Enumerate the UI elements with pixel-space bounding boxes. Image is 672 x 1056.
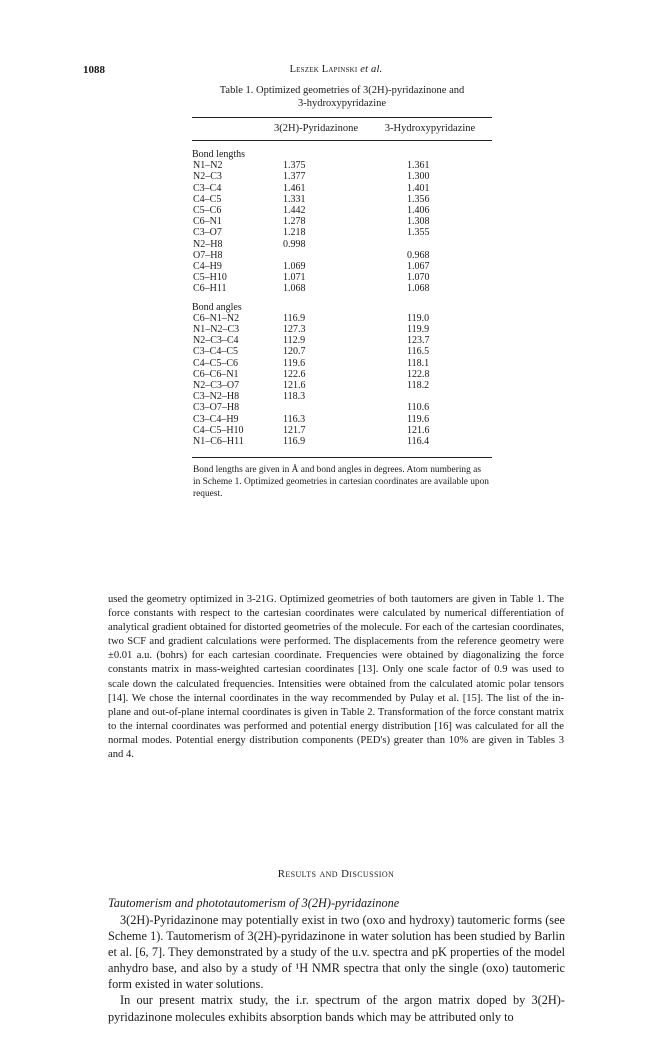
row-value: 1.461 [283, 182, 306, 194]
row-value: 1.071 [283, 272, 306, 284]
table-header-row [192, 118, 492, 140]
table-row [192, 283, 492, 294]
row-value [283, 250, 359, 261]
bond-lengths-rows [192, 160, 492, 294]
table-row [192, 324, 492, 335]
row-value: 123.7 [407, 335, 430, 347]
table-section-bond-angles: Bond angles [192, 301, 242, 313]
table-section-bond-lengths: Bond lengths [192, 149, 246, 160]
table-footnote: Bond lengths are given in Å and bond angles in degrees. Atom numbering as in Scheme 1. Optimized geometries in cartesian coordinates are available upon request. [193, 465, 489, 500]
table-row [192, 227, 492, 238]
row-label: C5–C6 [193, 205, 222, 217]
table-caption-line2: 3-hydroxypyridazine [297, 98, 387, 109]
table-header-hydroxypyridazine: 3-Hydroxypyridazine [384, 123, 476, 134]
row-label: C3–C4–H9 [193, 413, 239, 425]
subheading: Tautomerism and phototautomerism of 3(2H)-pyridazinone [108, 896, 400, 910]
table-row [192, 250, 492, 261]
row-label: C3–O7–H8 [193, 402, 240, 414]
row-value: 118.1 [407, 357, 430, 369]
row-value [359, 391, 492, 402]
row-value: 1.067 [407, 261, 430, 273]
row-value: 1.300 [407, 171, 430, 183]
running-head-author: Leszek Lapinski [289, 64, 358, 75]
table-row [192, 313, 492, 324]
table-row [192, 160, 492, 171]
row-value: 127.3 [283, 324, 306, 336]
table-1 [192, 84, 492, 500]
row-value: 1.375 [283, 160, 306, 172]
table-row [192, 414, 492, 425]
row-value: 121.7 [283, 424, 306, 436]
row-label: C5–H10 [193, 272, 227, 284]
row-value: 122.6 [283, 368, 306, 380]
table-row [192, 194, 492, 205]
table-row [192, 425, 492, 436]
row-value: 120.7 [283, 346, 306, 358]
row-value: 0.968 [407, 249, 430, 261]
row-value: 119.9 [407, 324, 430, 336]
table-row [192, 335, 492, 346]
table-row [192, 205, 492, 216]
row-value: 116.3 [283, 413, 306, 425]
table-caption-line1: Table 1. Optimized geometries of 3(2H)-pyridazinone and [219, 85, 465, 96]
row-value: 121.6 [407, 424, 430, 436]
row-label: C4–H9 [193, 261, 222, 273]
row-value: 121.6 [283, 380, 306, 392]
table-row [192, 239, 492, 250]
row-label: C3–C4–C5 [193, 346, 239, 358]
table-row [192, 346, 492, 357]
row-value: 1.308 [407, 216, 430, 228]
results-paragraph-1: 3(2H)-Pyridazinone may potentially exist in two (oxo and hydroxy) tautomeric forms (see Scheme 1). Tautomerism of 3(2H)-pyridazinone in water solution has been studied by Barlin et al. [6, 7]. They demonstrated by a study of the u.v. spectra and pK properties of the model anhydro base, and also by a study of ¹H NMR spectra that only the single (oxo) tautomeric form existed in water solutions. [108, 913, 565, 992]
row-value: 1.070 [407, 272, 430, 284]
row-label: C4–C5–C6 [193, 357, 239, 369]
row-value: 110.6 [407, 402, 430, 414]
row-value: 1.442 [283, 205, 306, 217]
row-label: C3–C4 [193, 182, 222, 194]
row-value: 1.355 [407, 227, 430, 239]
results-paragraph-2: In our present matrix study, the i.r. spectrum of the argon matrix doped by 3(2H)-pyridazinone molecules exhibits absorption bands which may be attributed only to [108, 993, 565, 1024]
bond-angles-rows [192, 313, 492, 447]
table-row [192, 380, 492, 391]
row-label: C4–C5 [193, 193, 222, 205]
row-label: O7–H8 [193, 249, 223, 261]
row-value [359, 239, 492, 250]
row-value: 119.6 [407, 413, 430, 425]
table-row [192, 358, 492, 369]
row-value: 116.9 [283, 312, 306, 324]
table-caption [192, 84, 492, 110]
row-value: 112.9 [283, 335, 306, 347]
row-label: N2–H8 [193, 238, 223, 250]
row-value: 116.5 [407, 346, 430, 358]
row-value: 1.278 [283, 216, 306, 228]
table-row [192, 402, 492, 413]
table-body [192, 141, 492, 457]
section-heading: Results and Discussion [277, 868, 395, 880]
row-value: 116.4 [407, 436, 430, 448]
row-value: 1.069 [283, 261, 306, 273]
row-value: 1.406 [407, 205, 430, 217]
row-value: 1.401 [407, 182, 430, 194]
row-value: 1.377 [283, 171, 306, 183]
row-value: 1.331 [283, 193, 306, 205]
row-label: C3–O7 [193, 227, 222, 239]
row-label: C6–H11 [193, 283, 227, 295]
running-head [0, 64, 672, 75]
row-value: 1.356 [407, 193, 430, 205]
row-label: N2–C3–C4 [193, 335, 239, 347]
table-section-gap [192, 295, 492, 302]
methods-paragraph: used the geometry optimized in 3-21G. Optimized geometries of both tautomers are given in Table 1. The force constants with respect to the cartesian coordinates were calculated by numerical differentiation of analytical gradient obtained for distorted geometries of the molecule. For each of the cartesian coordinates, two SCF and gradient calculations were performed. The displacements from the reference geometry were ±0.01 a.u. (bohrs) for each cartesian coordinate. Frequencies were obtained by diagonalizing the force constants matrix in mass-weighted cartesian coordinates [13]. Only one scale factor of 0.9 was used to scale down the calculated frequencies. Intensities were obtained from the calculated atomic polar tensors [14]. We chose the internal coordinates in the way recommended by Pulay et al. [15]. The list of the in-plane and out-of-plane internal coordinates is given in Table 2. Transformation of the force constant matrix to the internal coordinates was performed and potential energy distribution [16] was calculated for all the normal modes. Potential energy distribution components (PED's) greater than 10% are given in Tables 3 and 4. [108, 594, 564, 761]
row-value: 119.6 [283, 357, 306, 369]
table-header-pyridazinone: 3(2H)-Pyridazinone [274, 123, 358, 134]
table-row [192, 436, 492, 447]
row-value: 0.998 [283, 238, 306, 250]
table-header-blank [192, 123, 264, 134]
table-row [192, 261, 492, 272]
row-label: C3–N2–H8 [193, 391, 240, 403]
row-value: 122.8 [407, 368, 430, 380]
row-value: 118.2 [407, 380, 430, 392]
row-label: C6–N1 [193, 216, 222, 228]
row-value [283, 402, 359, 413]
table-row [192, 272, 492, 283]
row-value: 119.0 [407, 312, 430, 324]
row-value: 118.3 [283, 391, 306, 403]
row-value: 1.361 [407, 160, 430, 172]
row-label: C6–C6–N1 [193, 368, 239, 380]
row-label: C6–N1–N2 [193, 312, 240, 324]
row-label: N2–C3–O7 [193, 380, 240, 392]
table-row [192, 171, 492, 182]
row-value: 1.218 [283, 227, 306, 239]
row-value: 1.068 [283, 283, 306, 295]
table-row [192, 216, 492, 227]
row-value: 116.9 [283, 436, 306, 448]
running-head-suffix: et al. [360, 64, 383, 75]
table-row [192, 369, 492, 380]
results-text [108, 912, 565, 1025]
page-number: 1088 [83, 64, 105, 76]
table-row [192, 391, 492, 402]
row-label: N1–N2 [193, 160, 223, 172]
row-value: 1.068 [407, 283, 430, 295]
row-label: N1–N2–C3 [193, 324, 240, 336]
table-row [192, 183, 492, 194]
table-bottom-rule [192, 457, 492, 458]
row-label: N1–C6–H11 [193, 436, 244, 448]
row-label: C4–C5–H10 [193, 424, 244, 436]
row-label: N2–C3 [193, 171, 222, 183]
